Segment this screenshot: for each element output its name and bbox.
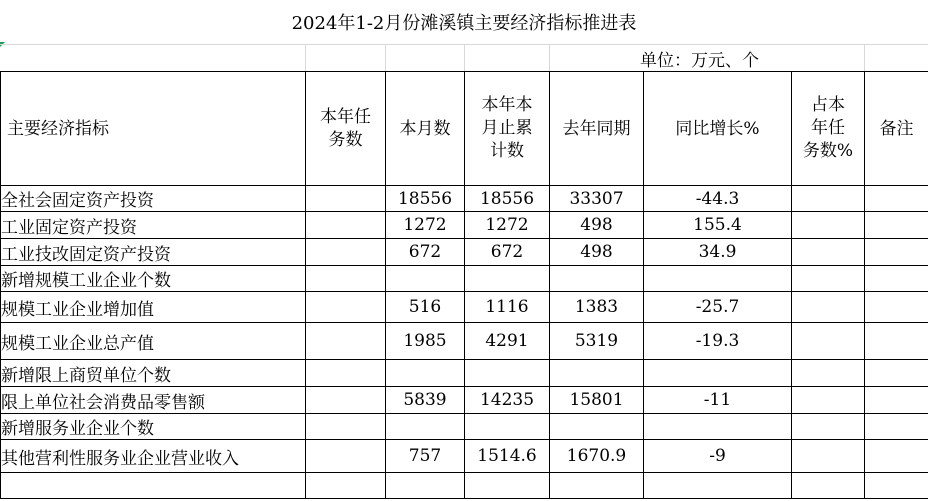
cell-cumulative[interactable] (465, 473, 550, 499)
cell-last-year[interactable]: 498 (550, 239, 644, 266)
cell-task-share[interactable] (792, 239, 865, 266)
cell-annual-task[interactable] (306, 440, 386, 473)
cell-indicator-name[interactable]: 新增限上商贸单位个数 (1, 360, 306, 387)
cell-annual-task[interactable] (306, 239, 386, 266)
cell-annual-task[interactable] (306, 323, 386, 360)
cell-remark[interactable] (865, 360, 928, 387)
cell-yoy-growth[interactable]: -11 (644, 387, 792, 414)
cell-this-month[interactable] (386, 266, 465, 292)
header-task-share-line: 年任 (811, 118, 845, 138)
cell-task-share[interactable] (792, 360, 865, 387)
cell-remark[interactable] (865, 414, 928, 440)
cell-yoy-growth[interactable] (644, 360, 792, 387)
cell-this-month[interactable]: 757 (386, 440, 465, 473)
cell-last-year[interactable]: 15801 (550, 387, 644, 414)
cell-remark[interactable] (865, 323, 928, 360)
header-cumulative-line: 本年本 (481, 95, 533, 115)
header-cumulative-line: 月止累 (481, 118, 533, 138)
cell-task-share[interactable] (792, 266, 865, 292)
cell-task-share[interactable] (792, 186, 865, 212)
cell-yoy-growth[interactable] (644, 414, 792, 440)
cell-cumulative[interactable] (465, 266, 550, 292)
cell-annual-task[interactable] (306, 212, 386, 239)
cell-yoy-growth[interactable]: -9 (644, 440, 792, 473)
cell-remark[interactable] (865, 239, 928, 266)
header-task-share-line: 务数% (802, 141, 854, 161)
header-this-month: 本月数 (386, 72, 465, 186)
cell-annual-task[interactable] (306, 186, 386, 212)
cell-cumulative[interactable]: 4291 (465, 323, 550, 360)
cell-task-share[interactable] (792, 292, 865, 323)
cell-yoy-growth[interactable]: 34.9 (644, 239, 792, 266)
cell-remark[interactable] (865, 186, 928, 212)
header-last-year: 去年同期 (550, 72, 644, 186)
table-row (1, 186, 928, 212)
cell-last-year[interactable]: 498 (550, 212, 644, 239)
cell-last-year[interactable]: 1383 (550, 292, 644, 323)
cell-annual-task[interactable] (306, 360, 386, 387)
cell-cumulative[interactable]: 18556 (465, 186, 550, 212)
cell-this-month[interactable] (386, 414, 465, 440)
header-indicator: 主要经济指标 (1, 72, 306, 186)
cell-annual-task[interactable] (306, 292, 386, 323)
cell-cumulative[interactable] (465, 360, 550, 387)
cell-this-month[interactable]: 1272 (386, 212, 465, 239)
cell-yoy-growth[interactable]: -44.3 (644, 186, 792, 212)
cell-this-month[interactable]: 18556 (386, 186, 465, 212)
cell-remark[interactable] (865, 473, 928, 499)
cell-indicator-name[interactable]: 全社会固定资产投资 (1, 186, 306, 212)
cell-last-year[interactable] (550, 414, 644, 440)
cell-cumulative[interactable]: 1272 (465, 212, 550, 239)
cell-cumulative[interactable]: 1116 (465, 292, 550, 323)
unit-label: 单位：万元、个 (640, 50, 759, 71)
cell-this-month[interactable]: 1985 (386, 323, 465, 360)
cell-last-year[interactable] (550, 360, 644, 387)
table-row (1, 414, 928, 440)
table-row (1, 292, 928, 323)
cell-last-year[interactable]: 5319 (550, 323, 644, 360)
cell-indicator-name[interactable]: 工业固定资产投资 (1, 212, 306, 239)
cell-indicator-name[interactable] (1, 473, 306, 499)
cell-this-month[interactable] (386, 360, 465, 387)
table-row (1, 323, 928, 360)
header-task-share (792, 72, 865, 186)
table-row (1, 473, 928, 499)
table-row (1, 440, 928, 473)
cell-yoy-growth[interactable]: -19.3 (644, 323, 792, 360)
cell-indicator-name[interactable]: 工业技改固定资产投资 (1, 239, 306, 266)
cell-yoy-growth[interactable]: 155.4 (644, 212, 792, 239)
cell-annual-task[interactable] (306, 387, 386, 414)
gridline (864, 44, 865, 71)
cell-last-year[interactable] (550, 473, 644, 499)
cell-task-share[interactable] (792, 414, 865, 440)
cell-cumulative[interactable]: 1514.6 (465, 440, 550, 473)
cell-task-share[interactable] (792, 473, 865, 499)
table-row (1, 360, 928, 387)
gridline (549, 44, 550, 71)
cell-task-share[interactable] (792, 323, 865, 360)
header-task-share-line: 占本 (811, 95, 845, 115)
header-row (1, 72, 928, 186)
cell-cumulative[interactable]: 14235 (465, 387, 550, 414)
gridline (305, 44, 306, 71)
cell-last-year[interactable]: 33307 (550, 186, 644, 212)
cell-cumulative[interactable]: 672 (465, 239, 550, 266)
table-row (1, 212, 928, 239)
cell-this-month[interactable]: 516 (386, 292, 465, 323)
header-annual-task (306, 72, 386, 186)
table-row (1, 239, 928, 266)
cell-yoy-growth[interactable] (644, 266, 792, 292)
cell-this-month[interactable] (386, 473, 465, 499)
cell-last-year[interactable]: 1670.9 (550, 440, 644, 473)
cell-cumulative[interactable] (465, 414, 550, 440)
cell-indicator-name[interactable]: 限上单位社会消费品零售额 (1, 387, 306, 414)
cell-yoy-growth[interactable] (644, 473, 792, 499)
cell-remark[interactable] (865, 440, 928, 473)
header-cumulative-line: 计数 (490, 141, 524, 161)
cell-annual-task[interactable] (306, 473, 386, 499)
header-remarks: 备注 (865, 72, 928, 186)
cell-task-share[interactable] (792, 387, 865, 414)
header-annual-task-line: 务数 (328, 129, 363, 150)
cell-remark[interactable] (865, 292, 928, 323)
cell-indicator-name[interactable]: 其他营利性服务业企业营业收入 (1, 440, 306, 473)
cell-indicator-name[interactable]: 新增服务业企业个数 (1, 414, 306, 440)
cell-yoy-growth[interactable]: -25.7 (644, 292, 792, 323)
header-annual-task-line: 本年任 (320, 106, 371, 127)
gridline (464, 44, 465, 71)
cell-task-share[interactable] (792, 212, 865, 239)
table-row (1, 387, 928, 414)
table-row (1, 266, 928, 292)
cell-indicator-name[interactable]: 新增规模工业企业个数 (1, 266, 306, 292)
cell-this-month[interactable]: 5839 (386, 387, 465, 414)
cell-indicator-name[interactable]: 规模工业企业总产值 (1, 323, 306, 360)
indicator-table (0, 71, 928, 499)
header-cumulative (465, 72, 550, 186)
cell-this-month[interactable]: 672 (386, 239, 465, 266)
cell-remark[interactable] (865, 212, 928, 239)
cell-remark[interactable] (865, 387, 928, 414)
cell-annual-task[interactable] (306, 414, 386, 440)
cell-annual-task[interactable] (306, 266, 386, 292)
cell-remark[interactable] (865, 266, 928, 292)
cell-last-year[interactable] (550, 266, 644, 292)
cell-task-share[interactable] (792, 440, 865, 473)
sheet-title: 2024年1-2月份滩溪镇主要经济指标推进表 (291, 13, 637, 34)
header-yoy-growth: 同比增长% (644, 72, 792, 186)
cell-indicator-name[interactable]: 规模工业企业增加值 (1, 292, 306, 323)
gridline (385, 44, 386, 71)
